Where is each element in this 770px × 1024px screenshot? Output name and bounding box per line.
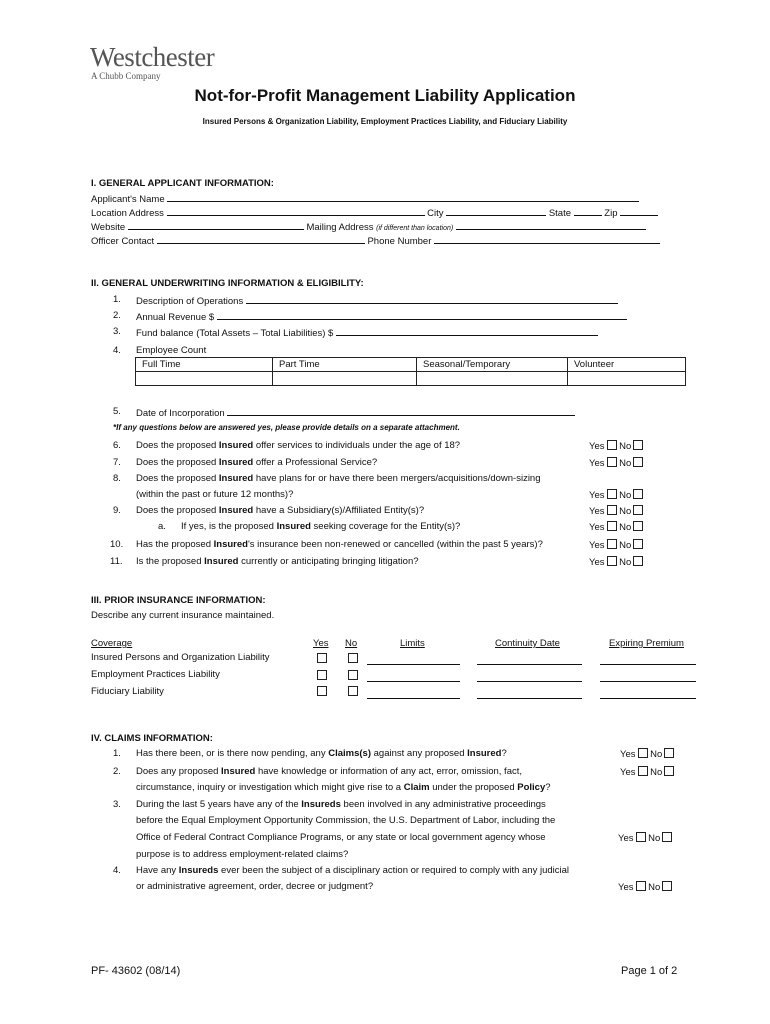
col-no: No bbox=[345, 638, 358, 649]
applicant-name-field[interactable] bbox=[167, 192, 639, 202]
claims-q4-yes-no: Yes No bbox=[618, 881, 672, 893]
claims-q3-text-line3: Office of Federal Contract Compliance Programs, or any state or local government agency whose bbox=[136, 832, 546, 843]
coverage-row-3-premium-field[interactable] bbox=[600, 698, 696, 699]
claims-q1-yes-no: Yes No bbox=[620, 748, 674, 760]
section-claims-heading: IV. CLAIMS INFORMATION: bbox=[91, 733, 213, 744]
location-address-label: Location Address bbox=[91, 208, 164, 219]
fund-balance-field[interactable] bbox=[336, 326, 598, 336]
operations-row bbox=[136, 294, 618, 307]
claims-q1-text: Has there been, or is there now pending, any Claims(s) against any proposed Insured? bbox=[136, 748, 507, 759]
page-title: Not-for-Profit Management Liability Application bbox=[194, 86, 576, 105]
q3-number: 3. bbox=[113, 326, 121, 337]
coverage-row-3-label: Fiduciary Liability bbox=[91, 686, 164, 697]
coverage-row-1-premium-field[interactable] bbox=[600, 664, 696, 665]
claims-q2-text-line2: circumstance, inquiry or investigation which might give rise to a Claim under the proposed Policy? bbox=[136, 782, 551, 793]
coverage-row-3-no-checkbox[interactable] bbox=[348, 686, 358, 696]
applicant-name-row bbox=[91, 192, 639, 205]
q1-number: 1. bbox=[113, 294, 121, 305]
coverage-row-1-yes-checkbox[interactable] bbox=[317, 653, 327, 663]
section-underwriting-heading: II. GENERAL UNDERWRITING INFORMATION & ELIGIBILITY: bbox=[91, 278, 364, 289]
volunteer-input[interactable] bbox=[568, 372, 686, 386]
claims-q2-yes-checkbox[interactable] bbox=[638, 766, 648, 776]
coverage-row-3-yes-checkbox[interactable] bbox=[317, 686, 327, 696]
prior-insurance-description: Describe any current insurance maintained. bbox=[91, 610, 275, 621]
col-expiring-premium: Expiring Premium bbox=[609, 638, 684, 649]
q10-number: 10. bbox=[110, 539, 124, 550]
col-continuity-date: Continuity Date bbox=[495, 638, 560, 649]
incorporation-row bbox=[136, 406, 575, 419]
q7-yes-no: Yes No bbox=[589, 457, 643, 469]
q8-yes-no: Yes No bbox=[589, 489, 643, 501]
claims-q3-yes-no: Yes No bbox=[618, 832, 672, 844]
mailing-address-field[interactable] bbox=[456, 220, 646, 230]
col-volunteer: Volunteer bbox=[568, 358, 686, 372]
incorporation-field[interactable] bbox=[227, 406, 575, 416]
page-number: Page 1 of 2 bbox=[621, 965, 678, 977]
q10-yes-checkbox[interactable] bbox=[607, 539, 617, 549]
q9-number: 9. bbox=[113, 505, 121, 516]
q9a-yes-no: Yes No bbox=[589, 521, 643, 533]
claims-q2-yes-no: Yes No bbox=[620, 766, 674, 778]
claims-q3-text-line4: purpose is to address employment-related claims? bbox=[136, 849, 349, 860]
revenue-row bbox=[136, 310, 627, 323]
claims-q3-number: 3. bbox=[113, 799, 121, 810]
seasonal-input[interactable] bbox=[417, 372, 568, 386]
claims-q4-no-checkbox[interactable] bbox=[662, 881, 672, 891]
coverage-row-2-limits-field[interactable] bbox=[367, 681, 460, 682]
q9a-text: If yes, is the proposed Insured seeking coverage for the Entity(s)? bbox=[181, 521, 461, 532]
claims-q1-number: 1. bbox=[113, 748, 121, 759]
company-logo-subtitle: A Chubb Company bbox=[91, 71, 161, 81]
section-prior-insurance-heading: III. PRIOR INSURANCE INFORMATION: bbox=[91, 595, 266, 606]
location-address-field[interactable] bbox=[167, 206, 425, 216]
col-limits: Limits bbox=[400, 638, 425, 649]
coverage-row-2-no-checkbox[interactable] bbox=[348, 670, 358, 680]
q9-yes-checkbox[interactable] bbox=[607, 505, 617, 515]
col-full-time: Full Time bbox=[136, 358, 273, 372]
q8-number: 8. bbox=[113, 473, 121, 484]
q10-text: Has the proposed Insured's insurance been non-renewed or cancelled (within the past 5 years)? bbox=[136, 539, 543, 550]
q10-no-checkbox[interactable] bbox=[633, 539, 643, 549]
claims-q4-text: Have any Insureds ever been the subject of a disciplinary action or required to comply with any judicial bbox=[136, 865, 570, 876]
q6-no-checkbox[interactable] bbox=[633, 440, 643, 450]
operations-label: Description of Operations bbox=[136, 296, 244, 307]
zip-field[interactable] bbox=[620, 206, 658, 216]
q6-yes-checkbox[interactable] bbox=[607, 440, 617, 450]
q7-number: 7. bbox=[113, 457, 121, 468]
q10-yes-no: Yes No bbox=[589, 539, 643, 551]
coverage-row-1-no-checkbox[interactable] bbox=[348, 653, 358, 663]
q9-no-checkbox[interactable] bbox=[633, 505, 643, 515]
q11-yes-checkbox[interactable] bbox=[607, 556, 617, 566]
website-field[interactable] bbox=[128, 220, 304, 230]
q9a-letter: a. bbox=[158, 521, 166, 532]
company-logo: Westchester bbox=[90, 42, 215, 72]
claims-q3-text: During the last 5 years have any of the Insureds been involved in any administrative proceedings bbox=[136, 799, 546, 810]
fund-balance-row bbox=[136, 326, 598, 339]
website-label: Website bbox=[91, 222, 126, 233]
col-coverage: Coverage bbox=[91, 638, 133, 649]
coverage-row-1-label: Insured Persons and Organization Liability bbox=[91, 652, 270, 663]
q8-text-line2: (within the past or future 12 months)? bbox=[136, 489, 294, 500]
q7-text: Does the proposed Insured offer a Professional Service? bbox=[136, 457, 378, 468]
col-part-time: Part Time bbox=[273, 358, 417, 372]
state-field[interactable] bbox=[574, 206, 602, 216]
section-general-info-heading: I. GENERAL APPLICANT INFORMATION: bbox=[91, 178, 274, 189]
city-field[interactable] bbox=[446, 206, 546, 216]
city-label: City bbox=[427, 208, 444, 219]
page-subtitle: Insured Persons & Organization Liability, Employment Practices Liability, and Fiduciary Liability bbox=[202, 117, 568, 126]
officer-row bbox=[91, 234, 660, 247]
claims-q3-yes-checkbox[interactable] bbox=[636, 832, 646, 842]
claims-q2-text: Does any proposed Insured have knowledge or information of any act, error, omission, fact, bbox=[136, 766, 523, 777]
coverage-row-1-continuity-field[interactable] bbox=[477, 664, 582, 665]
q11-number: 11. bbox=[110, 556, 123, 567]
phone-number-field[interactable] bbox=[434, 234, 660, 244]
full-time-input[interactable] bbox=[136, 372, 273, 386]
q4-number: 4. bbox=[113, 345, 121, 356]
applicant-name-label: Applicant's Name bbox=[91, 194, 165, 205]
website-row bbox=[91, 220, 646, 233]
revenue-label: Annual Revenue $ bbox=[136, 312, 215, 323]
coverage-row-2-yes-checkbox[interactable] bbox=[317, 670, 327, 680]
form-number: PF- 43602 (08/14) bbox=[91, 965, 181, 977]
coverage-row-2-continuity-field[interactable] bbox=[477, 681, 582, 682]
mailing-address-note: (if different than location) bbox=[376, 225, 454, 232]
q8-text: Does the proposed Insured have plans for or have there been mergers/acquisitions/down-sizing bbox=[136, 473, 541, 484]
coverage-row-3-continuity-field[interactable] bbox=[477, 698, 582, 699]
state-label: State bbox=[548, 208, 572, 219]
zip-label: Zip bbox=[604, 208, 618, 219]
claims-q4-yes-checkbox[interactable] bbox=[636, 881, 646, 891]
q11-no-checkbox[interactable] bbox=[633, 556, 643, 566]
claims-q1-no-checkbox[interactable] bbox=[664, 748, 674, 758]
claims-q3-text-line2: before the Equal Employment Opportunity Commission, the U.S. Department of Labor, including the bbox=[136, 815, 556, 826]
col-yes: Yes bbox=[313, 638, 329, 649]
claims-q4-number: 4. bbox=[113, 865, 121, 876]
q11-text: Is the proposed Insured currently or anticipating bringing litigation? bbox=[136, 556, 419, 567]
employee-count-table bbox=[135, 357, 686, 386]
mailing-address-label: Mailing Address bbox=[306, 222, 374, 233]
claims-q2-no-checkbox[interactable] bbox=[664, 766, 674, 776]
officer-contact-label: Officer Contact bbox=[91, 236, 155, 247]
claims-q2-number: 2. bbox=[113, 766, 121, 777]
coverage-row-3-limits-field[interactable] bbox=[367, 698, 460, 699]
q2-number: 2. bbox=[113, 310, 121, 321]
q7-yes-checkbox[interactable] bbox=[607, 457, 617, 467]
employee-count-label: Employee Count bbox=[136, 345, 207, 356]
coverage-row-1-limits-field[interactable] bbox=[367, 664, 460, 665]
operations-field[interactable] bbox=[246, 294, 618, 304]
location-row bbox=[91, 206, 658, 219]
col-seasonal: Seasonal/Temporary bbox=[417, 358, 568, 372]
q7-no-checkbox[interactable] bbox=[633, 457, 643, 467]
q6-text: Does the proposed Insured offer services to individuals under the age of 18? bbox=[136, 440, 461, 451]
claims-q3-no-checkbox[interactable] bbox=[662, 832, 672, 842]
incorporation-label: Date of Incorporation bbox=[136, 408, 225, 419]
fund-balance-label: Fund balance (Total Assets – Total Liabilities) $ bbox=[136, 328, 334, 339]
q6-yes-no: Yes No bbox=[589, 440, 643, 452]
phone-number-label: Phone Number bbox=[367, 236, 432, 247]
q6-number: 6. bbox=[113, 440, 121, 451]
q9-text: Does the proposed Insured have a Subsidiary(s)/Affiliated Entity(s)? bbox=[136, 505, 425, 516]
yes-note: *If any questions below are answered yes, please provide details on a separate attachment. bbox=[113, 423, 460, 432]
q9a-yes-checkbox[interactable] bbox=[607, 521, 617, 531]
q11-yes-no: Yes No bbox=[589, 556, 643, 568]
q9a-no-checkbox[interactable] bbox=[633, 521, 643, 531]
coverage-row-2-label: Employment Practices Liability bbox=[91, 669, 220, 680]
claims-q1-yes-checkbox[interactable] bbox=[638, 748, 648, 758]
q8-no-checkbox[interactable] bbox=[633, 489, 643, 499]
q9-yes-no: Yes No bbox=[589, 505, 643, 517]
q8-yes-checkbox[interactable] bbox=[607, 489, 617, 499]
officer-contact-field[interactable] bbox=[157, 234, 365, 244]
coverage-row-2-premium-field[interactable] bbox=[600, 681, 696, 682]
claims-q4-text-line2: or administrative agreement, order, decree or judgment? bbox=[136, 881, 374, 892]
revenue-field[interactable] bbox=[217, 310, 627, 320]
part-time-input[interactable] bbox=[273, 372, 417, 386]
q5-number: 5. bbox=[113, 406, 121, 417]
